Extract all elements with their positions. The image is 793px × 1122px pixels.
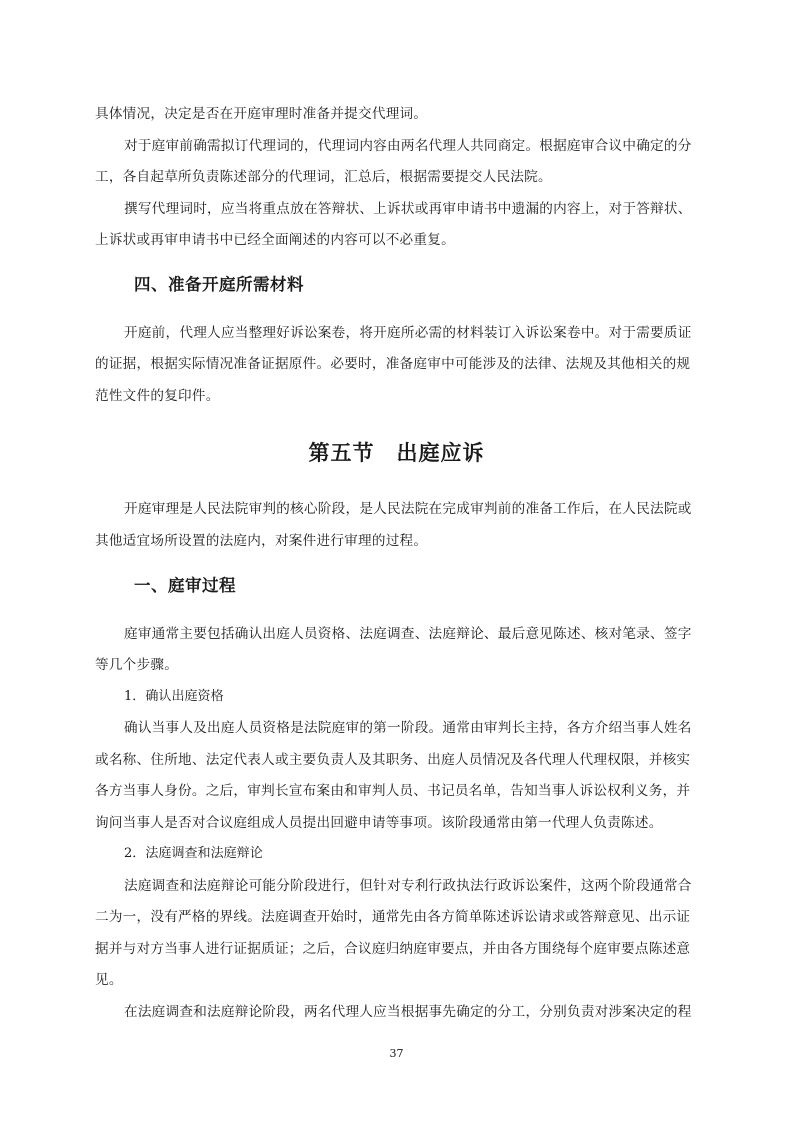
paragraph-line: 二为一，没有严格的界线。法庭调查开始时，通常先由各方简单陈述诉讼请求或答辩意见、出示证	[95, 909, 691, 925]
paragraph-line: 开庭审理是人民法院审判的核心阶段，是人民法院在完成审判前的准备工作后，在人民法院或	[124, 501, 692, 517]
paragraph-line: 撰写代理词时，应当将重点放在答辩状、上诉状或再审申请书中遗漏的内容上，对于答辩状、	[124, 201, 692, 217]
page-number: 37	[389, 1047, 404, 1060]
paragraph-line: 具体情况，决定是否在开庭审理时准备并提交代理词。	[95, 106, 428, 122]
paragraph-line: 范性文件的复印件。	[95, 388, 220, 404]
chapter-title: 第五节 出庭应诉	[308, 441, 485, 465]
section-heading: 一、庭审过程	[134, 576, 236, 595]
paragraph-line: 或名称、住所地、法定代表人或主要负责人及其职务、出庭人员情况及各代理人代理权限，并核实	[95, 752, 691, 768]
paragraph-line: 见。	[95, 972, 123, 988]
paragraph-line: 庭审通常主要包括确认出庭人员资格、法庭调查、法庭辩论、最后意见陈述、核对笔录、签字	[124, 626, 692, 642]
paragraph-line: 法庭调查和法庭辩论可能分阶段进行，但针对专利行政执法行政诉讼案件，这两个阶段通常合	[124, 878, 692, 894]
paragraph-line: 据并与对方当事人进行证据质证；之后，合议庭归纳庭审要点，并由各方围绕每个庭审要点陈述意	[95, 941, 691, 957]
paragraph-line: 工，各自起草所负责陈述部分的代理词，汇总后，根据需要提交人民法院。	[95, 169, 552, 185]
paragraph-line: 的证据，根据实际情况准备证据原件。必要时，准备庭审中可能涉及的法律、法规及其他相关的规	[95, 356, 691, 372]
paragraph-line: 对于庭审前确需拟订代理词的，代理词内容由两名代理人共同商定。根据庭审合议中确定的分	[124, 138, 692, 154]
paragraph-line: 其他适宜场所设置的法庭内，对案件进行审理的过程。	[95, 533, 428, 549]
paragraph-line: 等几个步骤。	[95, 657, 179, 673]
paragraph-line: 询问当事人是否对合议庭组成人员提出回避申请等事项。该阶段通常由第一代理人负责陈述。	[95, 815, 663, 831]
paragraph-line: 上诉状或再审申请书中已经全面阐述的内容可以不必重复。	[95, 232, 455, 248]
numbered-subheading: 1．确认出庭资格	[124, 689, 224, 704]
section-heading: 四、准备开庭所需材料	[134, 275, 304, 294]
paragraph-line: 各方当事人身份。之后，审判长宣布案由和审判人员、书记员名单，告知当事人诉讼权利义务，并	[95, 783, 691, 799]
paragraph-line: 确认当事人及出庭人员资格是法院庭审的第一阶段。通常由审判长主持，各方介绍当事人姓名	[124, 720, 692, 736]
paragraph-line: 在法庭调查和法庭辩论阶段，两名代理人应当根据事先确定的分工，分别负责对涉案决定的程	[124, 1004, 692, 1020]
numbered-subheading: 2．法庭调查和法庭辩论	[124, 846, 263, 861]
paragraph-line: 开庭前，代理人应当整理好诉讼案卷，将开庭所必需的材料装订入诉讼案卷中。对于需要质证	[124, 325, 692, 341]
